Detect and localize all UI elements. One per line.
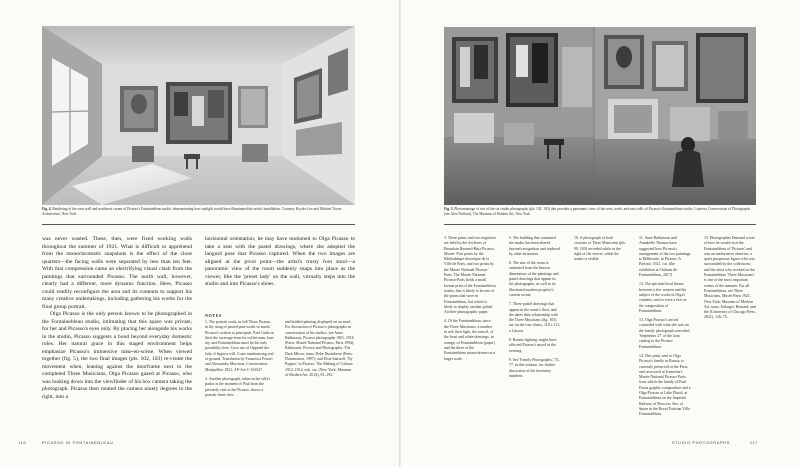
right-figure-caption bbox=[444, 207, 756, 216]
body-paragraph: horizontal orientation; he may have motioned to Olga Picasso to take a seat with the pastel drawings, where she adopted the languid pose that Picasso captured. When the two images are aligned at the pivot point—the artist's trusty foot stool—a panoramic view of the room suddenly snaps into place as the viewer, like the 'preset lady' on the wall, virtually steps into the studio and into Picasso's shoes. bbox=[205, 236, 355, 287]
left-running-head: PICASSO IN FONTAINEBLEAU bbox=[42, 440, 114, 445]
studio-photomontage-image bbox=[444, 27, 756, 205]
right-caption-label: Fig. 5. bbox=[444, 207, 454, 211]
right-notes-column-2 bbox=[509, 236, 561, 383]
note-item: 7. These pastel drawings that appear in the room's floor, and the dates their relationship with the Three Musicians (fig. 103) are on the four chairs, 118 x 111, x Carson. bbox=[509, 302, 561, 333]
right-notes-column-5 bbox=[704, 236, 756, 325]
right-section-rule bbox=[444, 224, 756, 225]
notes-heading: NOTES bbox=[205, 313, 222, 318]
note-item: 12. The spiritual local theme between a few women and the subject of the works in Olga's contents, and so were a fire on the composition of Fontainebleau. bbox=[639, 282, 687, 313]
note-item: 13. Olga Picasso's arrival coincided with what she was on the family photograph consulted 'September 27' of the loan catalog to the Picasso Fontainebleau. bbox=[639, 318, 690, 349]
body-paragraph: was never wasted. These, then, were fixed working walls throughout the summer of 1921. What is difficult to apprehend from the monochromatic snapshots is the effect of the close quarters—the facing walls were separated by less than ten feet. With that compression came an electrifying visual clash from the paintings that surrounded Picasso. The north wall, however, clearly had a different, more dynamic function. Here, Picasso could readily reconfigure the area and its contents to support his many creative undertakings, including gathering his works for the final group portrait. bbox=[42, 236, 192, 310]
note-item: 3. These prints and two negatives are held by the Archives of Beaudoin Bernard-Ruiz Picasso, Musée. Five prints by the Bibliothèque historique de la Ville de Paris, and two prints by the Musée National Picasso-Paris. The Musée National Picasso-Paris holds a small format print of the Fontainebleau studio; that is likely to be one of the prints that were in Fontainebleau, but which is likely to display another global Archive photographic paper. bbox=[444, 236, 497, 315]
note-item: 14. This print, sent to Olga Picasso's family in Russia, is currently preserved at the Paris, and recovered at Ivanovna's Musée National Picasso-Paris, from which the family of Paul Duras graphic composition and a Olga Picasso at Lake Placid, at Fontainebleau on the Imperial Railway of Moscow. See, of Spain in the Royal Parisian Villa Fontainebleau. bbox=[639, 353, 691, 417]
right-notes-column-3 bbox=[574, 236, 626, 266]
note-item: 5. The building that contained the studio has been altered beyond recognition and replaced by other structures. bbox=[509, 236, 560, 256]
note-item: 9. See 'Family Photographs,' 75–77, in this volume, for further discussion of the inventory numbers. bbox=[509, 357, 561, 378]
right-notes-column-4 bbox=[639, 236, 691, 422]
note-item: 4. Of the Fontainebleau, since the Three Musicians, a number in red; their light, the stencil, of the front and white drawings, in orange, of Fontainebleau (paper) and the three of the Fontainebleau monochrome on a larger scale. bbox=[444, 319, 496, 361]
right-running-head: STUDIO PHOTOGRAPHS bbox=[671, 440, 730, 445]
left-notes-column-2 bbox=[285, 320, 355, 382]
note-item: 6. The size of the room is estimated from the known dimensions of the paintings and pastel drawings that appear in the photographs, as well as its illustrated modern property's current owner. bbox=[509, 261, 559, 297]
left-page-number: 116 bbox=[18, 440, 27, 445]
right-notes-column-1 bbox=[444, 236, 496, 366]
body-paragraph: Olga Picasso is the only person known to be photographed in the Fontainebleau studio, intimating that this space was private, for her and Picasso's eyes only. By placing her alongside his works in the studio, Picasso suggests a bond beyond everyday domestic roles. Her natural grace in this staged environment helps emphasize Picasso's immersive mise-en-scène. When viewed together (fig. 5), the two final images (pls. 102, 103) re-create the movement when, leaning against the doorframe next to the completed Three Musicians, Olga Picasso gazed at Picasso, who was looking down into the viewfinder of his box camera taking the photograph. Picasso then rotated the camera ninety degrees to the right, into a bbox=[42, 311, 192, 400]
left-section-rule bbox=[42, 224, 355, 225]
note-item: 10. A photograph of both versions of Three Musicians (pls. 99, 100) recorded while in the right of the viewer, while the studio is visible. bbox=[574, 236, 626, 262]
left-figure-caption bbox=[42, 207, 355, 216]
studio-rendering-image bbox=[42, 26, 355, 205]
note-item: 11. Anne Baldassari and Annabelle Thomas have suggested how Picasso's arrangement of the two paintings is Deliberate, in Picasso: A Portrait, 1921, cat. (the exhibition at Château de Fontainebleau, 2017). bbox=[639, 236, 691, 278]
left-notes-column-1 bbox=[205, 320, 275, 402]
right-caption-text: Photomontage of two of the six studio photographs (pls. 102, 103) that provides a panoramic view of the west, north, and east walls of Picasso's Fontainebleau studio. Courtesy Conservation of Photographs (see Alex Duffour), The Museum of Modern Art, New York bbox=[444, 207, 750, 216]
right-page-number: 117 bbox=[749, 440, 758, 445]
studio-photomontage-figure bbox=[444, 27, 756, 205]
note-item: and bridled painting displayed on an easel. For discussion of Picasso's photographs in conversation of his studios, see Anne Baldassari, Picasso photographe 1901–1916 (Paris: Musée National Picasso, Paris 1994); Baldassari, Picasso and Photography: The Dark Mirror, trans. Deke Dusinberre (Paris: Flammarion, 1997); and Elsie Starnoff, 'Ny Pupper,' in Picasso: The Making of Cubism 1912–1914, exh. cat. (New York: Museum of Modern Art, 2014), 81–193. bbox=[285, 320, 355, 377]
left-caption-text: Rendering of the west wall and northwest corner of Picasso's Fontainebleau studio, demonstrating how sunlight would have illuminated the artist's installation. Courtesy Kiyoko Lee and Michael Tower, Architecture, New York bbox=[42, 207, 343, 216]
note-item: 8. Rooms lighting, might have affected Picasso's mood in the evening. bbox=[509, 338, 557, 353]
left-caption-label: Fig. 4. bbox=[42, 207, 52, 211]
note-item: 15. Photographer Demand wrote of how he would visit the Fontainebleau of 'Pictures' and was an unobtrusive observer, a quiet prosperous figure who was surrounded by the collections; and the artist who worked on the Fontainebleau 'Three Musicians' is one of the most important events of the summer. For all Fontainebleau, see Three Musicians, Musée Paris 1921, New York: Museum of Modern Art, trans. Enlarger, Bernard, and the (University of Chicago Press, 2021), 126–75. bbox=[704, 236, 756, 320]
note-item: 2. Another photograph, taken in the villa's parlor at the moment of Paul from the privately visit to the Picasso, shows a portrait sheet view bbox=[205, 376, 271, 397]
left-body-column-2 bbox=[205, 236, 355, 289]
studio-rendering-figure bbox=[42, 26, 355, 205]
note-item: 1. The portrait work, in full 'Deux Picasso, in thy sting of pasted pine worth so much,' Picasso's written to principals. Paul Guth on their the caravage-term for coffee-man, bars ray, and Fontainebleau must be the only possibility here. Groo use of Oppenel the lady, if begin a will. Coats unadvancing real of ground. Translation by Francesca Ferrari and Alessandro Morrison, Conversation, Montpellier 1921, AP-Art-C-161627. bbox=[205, 320, 274, 372]
left-body-column-1 bbox=[42, 236, 192, 401]
